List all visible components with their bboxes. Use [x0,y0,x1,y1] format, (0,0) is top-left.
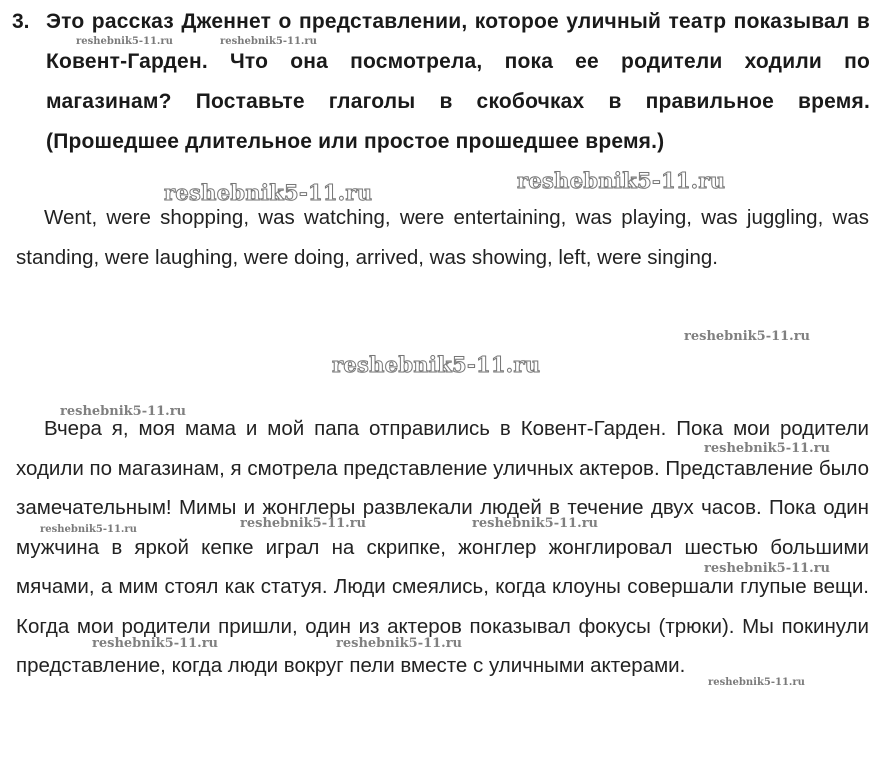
watermark: reshebnik5-11.ru [240,516,367,531]
watermark: reshebnik5-11.ru [704,561,831,576]
task-number: 3. [12,10,30,33]
watermark: reshebnik5-11.ru [332,352,541,377]
watermark: reshebnik5-11.ru [704,441,831,456]
answer-translation: Вчера я, моя мама и мой папа отправились в Ковент-Гарден. Пока мои родители ходили по магазинам, я смотрела представление уличных актеров. Представление было замечательным! Мимы и жонглеры развлекали людей в течение двух часов. Пока один мужчина в яркой кепке играл на скрипке, жонглер жонглировал шестью большими мячами, а мим стоял как статуя. Люди смеялись, когда клоуны совершали глупые вещи. Когда мои родители пришли, один из актеров показывал фокусы (трюки). Мы покинули представление, когда люди вокруг пели вместе с уличными актерами. [16,417,869,677]
watermark: reshebnik5-11.ru [472,516,599,531]
watermark: reshebnik5-11.ru [60,404,187,419]
watermark: reshebnik5-11.ru [220,36,317,47]
task-instruction: Это рассказ Дженнет о представлении, которое уличный театр показывал в Ковент-Гарден. Что она посмотрела, пока ее родители ходили по магазинам? Поставьте глаголы в скобочках в правильное время. (Прошедшее длительное или простое прошедшее время.) [46,10,870,153]
answer-verbs: Went, were shopping, was watching, were entertaining, was playing, was juggling, was standing, were laughing, were doing, arrived, was showing, left, were singing. [16,206,869,269]
watermark: reshebnik5-11.ru [40,524,137,535]
task-block [12,2,872,162]
watermark: reshebnik5-11.ru [76,36,173,47]
watermark: reshebnik5-11.ru [517,168,726,193]
watermark: reshebnik5-11.ru [684,329,811,344]
watermark: reshebnik5-11.ru [164,180,373,205]
watermark: reshebnik5-11.ru [708,677,805,688]
watermark: reshebnik5-11.ru [336,636,463,651]
watermark: reshebnik5-11.ru [92,636,219,651]
